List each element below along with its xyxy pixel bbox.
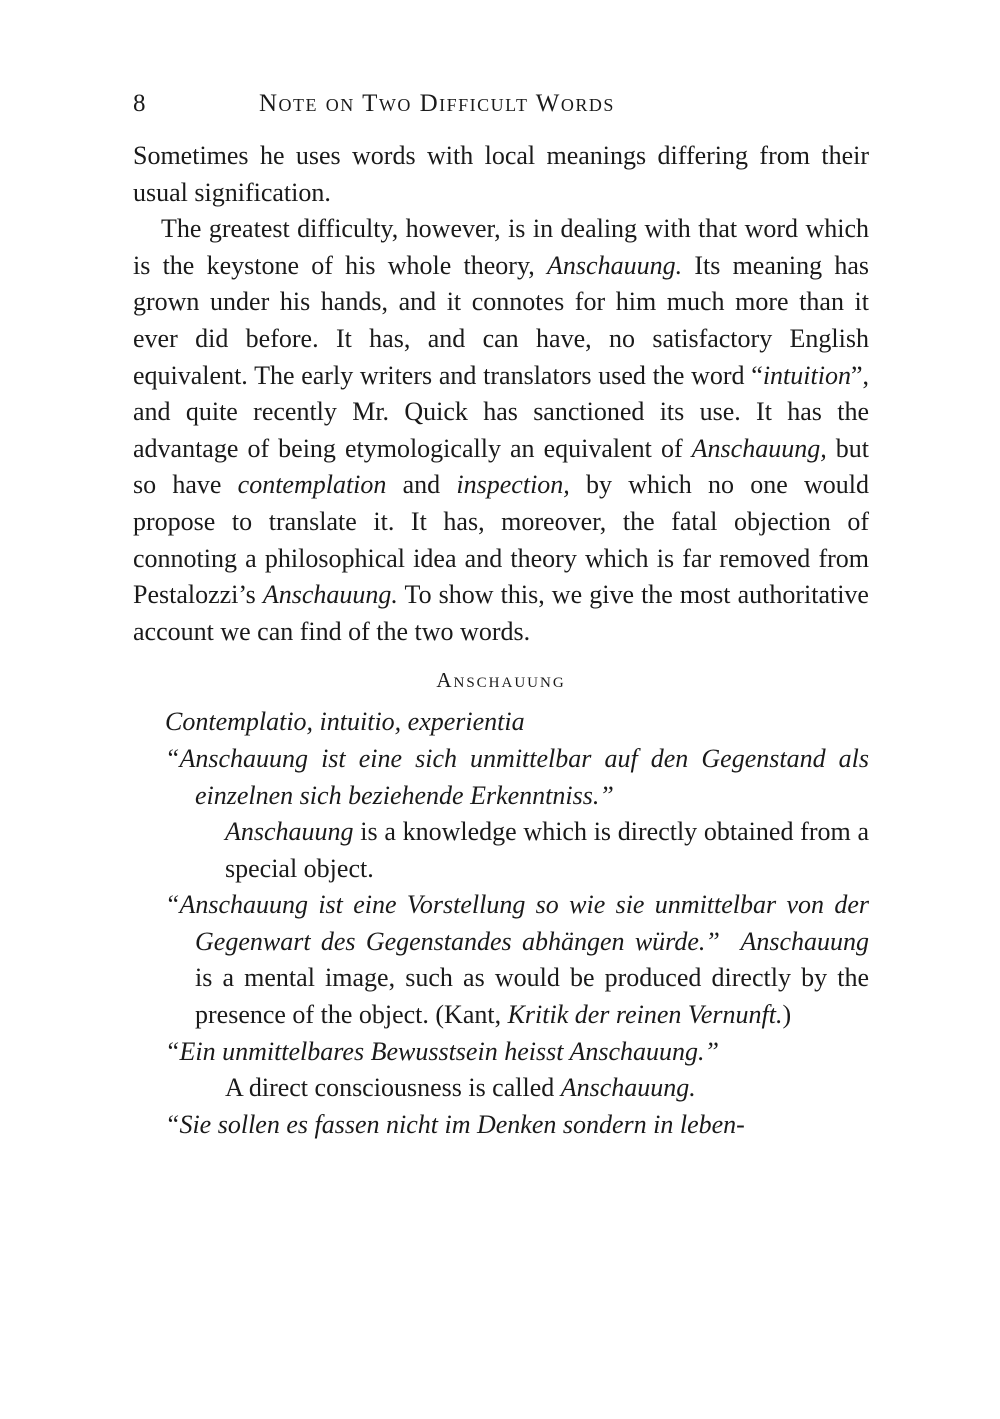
paragraph-2 — [133, 211, 869, 650]
term-anschauung: Anschauung, — [691, 433, 827, 463]
paragraph-2-text-d: but so have — [133, 433, 869, 500]
paragraph-1: Sometimes he uses words with local meanings differing from their usual signification. — [133, 141, 869, 207]
term-anschauung: Anschauung. — [560, 1073, 696, 1103]
paragraph-2-text-b: Its meaning has grown under his hands, and it connotes for him much more than it ever did before. It has, and can have, no satisfactory English equivalent. The early writers and translators used the word “ — [133, 250, 869, 390]
citation-close: ) — [782, 1000, 792, 1030]
quote-german-2 — [165, 887, 870, 1033]
quote-german-1 — [165, 741, 869, 814]
term-contemplation: contemplation — [237, 470, 387, 500]
term-anschauung: Anschauung — [740, 926, 870, 956]
section-heading: Anschauung — [436, 668, 566, 693]
quote-german-1-text: “Anschauung ist eine sich unmittelbar auf den Gegenstand als einzelnen sich beziehende Erkenntniss.” — [165, 743, 869, 810]
quote-german-3-text: “Ein unmittelbares Bewusstsein heisst Anschauung.” — [165, 1036, 719, 1066]
paragraph-2-text-f: by which no one would propose to translate it. It has, moreover, the fatal objection of connoting a philosophical idea and theory which is far removed from Pestalozzi’s — [133, 470, 869, 610]
translation-3 — [225, 1070, 869, 1107]
running-header — [133, 84, 869, 124]
paragraph-2-text-g: To show this, we give the most authoritative account we can find of the two words. — [133, 580, 869, 646]
term-anschauung: Anschauung — [225, 817, 354, 847]
page-number: 8 — [133, 90, 147, 117]
paragraph-2-text-e: and — [386, 470, 457, 500]
translation-3-text: A direct consciousness is called — [225, 1073, 561, 1103]
translation-1 — [225, 814, 869, 887]
term-intuition: intuition — [762, 360, 851, 390]
translation-1-text: is a knowledge which is directly obtained from a special object. — [225, 817, 869, 883]
quote-german-4 — [165, 1107, 869, 1144]
source-citation: Kritik der reinen Vernunft. — [507, 1000, 783, 1030]
paragraph-2-text-a: The greatest difficulty, however, is in dealing with that word which is the keystone of his whole theory, — [133, 214, 869, 280]
running-title: Note on Two Difficult Words — [259, 90, 615, 117]
quote-german-4-text: “Sie sollen es fassen nicht im Denken sondern in leben- — [165, 1109, 745, 1139]
body-text — [133, 138, 869, 650]
quote-german-3 — [165, 1034, 869, 1071]
quote-german-2-text: “Anschauung ist eine Vorstellung so wie sie unmittelbar von der Gegenwart des Gegenstandes abhängen würde.” — [165, 890, 869, 956]
term-inspection: inspection, — [456, 470, 570, 500]
term-anschauung: Anschauung. — [547, 250, 683, 280]
latin-gloss: Contemplatio, intuitio, experientia — [165, 707, 525, 737]
paragraph-2-text-c: ”, and quite recently Mr. Quick has sanctioned its use. It has the advantage of being etymologically an equivalent of — [133, 360, 869, 463]
book-page — [133, 84, 869, 1143]
definition-list — [133, 704, 869, 1143]
term-anschauung: Anschauung. — [262, 580, 398, 610]
translation-2-text: is a mental image, such as would be produced directly by the presence of the object. (Kant, — [195, 963, 869, 1030]
